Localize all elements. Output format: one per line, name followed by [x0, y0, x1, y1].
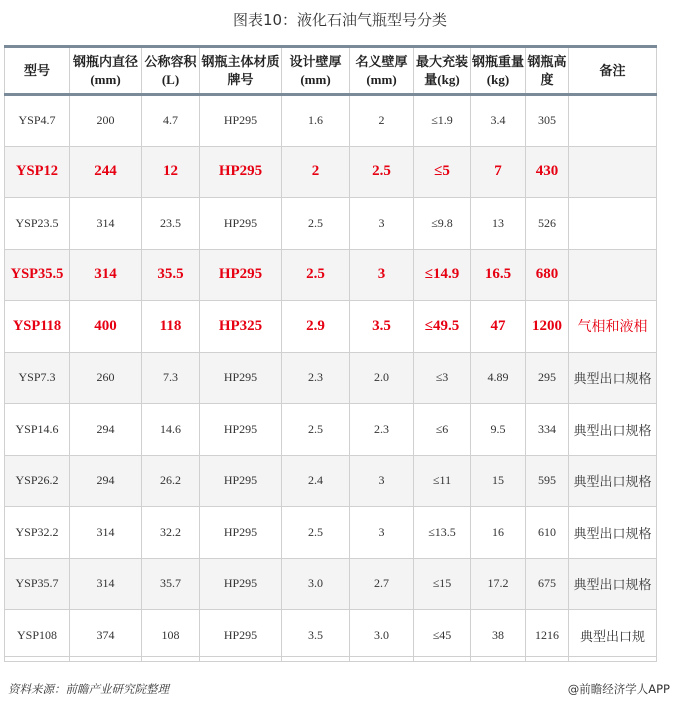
value-cell: 9.5 [471, 404, 526, 456]
value-cell: 47 [471, 301, 526, 353]
value-cell: 3.0 [350, 610, 414, 662]
note-cell: 典型出口规格 [569, 352, 657, 404]
gas-cylinder-table [4, 45, 657, 662]
value-cell: ≤15 [414, 558, 471, 610]
value-cell: HP295 [200, 558, 282, 610]
value-cell: 675 [526, 558, 569, 610]
value-cell: 35.7 [142, 558, 200, 610]
value-cell: 400 [70, 301, 142, 353]
value-cell: 3 [350, 249, 414, 301]
value-cell: ≤3 [414, 352, 471, 404]
value-cell: 295 [526, 352, 569, 404]
value-cell: HP295 [200, 610, 282, 662]
value-cell: 1.6 [282, 95, 350, 147]
value-cell: 26.2 [142, 455, 200, 507]
value-cell: ≤49.5 [414, 301, 471, 353]
value-cell: 12 [142, 146, 200, 198]
value-cell: 3.5 [282, 610, 350, 662]
page-title: 图表10：液化石油气瓶型号分类 [232, 11, 448, 29]
note-cell [569, 95, 657, 147]
note-cell [569, 146, 657, 198]
value-cell: 680 [526, 249, 569, 301]
table-header-row [5, 47, 657, 95]
value-cell: 2.5 [282, 198, 350, 250]
model-cell: YSP4.7 [5, 95, 70, 147]
column-header: 钢瓶内直径(mm) [70, 47, 142, 95]
column-header: 备注 [569, 47, 657, 95]
model-cell: YSP35.7 [5, 558, 70, 610]
table-row [5, 249, 657, 301]
table-row [5, 455, 657, 507]
value-cell: 334 [526, 404, 569, 456]
model-cell: YSP23.5 [5, 198, 70, 250]
value-cell: 2.9 [282, 301, 350, 353]
value-cell: 314 [70, 198, 142, 250]
value-cell: 4.89 [471, 352, 526, 404]
model-cell: YSP118 [5, 301, 70, 353]
value-cell: ≤14.9 [414, 249, 471, 301]
value-cell: 3.0 [282, 558, 350, 610]
table-row [5, 301, 657, 353]
column-header: 型号 [5, 47, 70, 95]
value-cell: 2.5 [282, 249, 350, 301]
value-cell: ≤5 [414, 146, 471, 198]
value-cell: 2.3 [350, 404, 414, 456]
model-cell: YSP7.3 [5, 352, 70, 404]
model-cell: YSP32.2 [5, 507, 70, 559]
value-cell: 294 [70, 404, 142, 456]
value-cell: 305 [526, 95, 569, 147]
value-cell: 260 [70, 352, 142, 404]
value-cell: 430 [526, 146, 569, 198]
table-row [5, 198, 657, 250]
note-cell [569, 249, 657, 301]
column-header: 名义壁厚(mm) [350, 47, 414, 95]
table-row [5, 610, 657, 662]
value-cell: 3 [350, 455, 414, 507]
value-cell: 15 [471, 455, 526, 507]
table-row [5, 95, 657, 147]
value-cell: 3.4 [471, 95, 526, 147]
column-header: 钢瓶主体材质牌号 [200, 47, 282, 95]
value-cell: 2.7 [350, 558, 414, 610]
value-cell: HP295 [200, 352, 282, 404]
table-bottom-rule [4, 656, 656, 657]
value-cell: HP325 [200, 301, 282, 353]
table-row [5, 507, 657, 559]
note-cell: 典型出口规格 [569, 455, 657, 507]
value-cell: HP295 [200, 146, 282, 198]
model-cell: YSP108 [5, 610, 70, 662]
value-cell: ≤9.8 [414, 198, 471, 250]
value-cell: 1216 [526, 610, 569, 662]
value-cell: 118 [142, 301, 200, 353]
value-cell: 2.4 [282, 455, 350, 507]
value-cell: 108 [142, 610, 200, 662]
column-header: 设计壁厚(mm) [282, 47, 350, 95]
column-header: 钢瓶高度 [526, 47, 569, 95]
value-cell: 3 [350, 507, 414, 559]
value-cell: 374 [70, 610, 142, 662]
column-header: 钢瓶重量(kg) [471, 47, 526, 95]
value-cell: 3 [350, 198, 414, 250]
note-cell [569, 198, 657, 250]
table-row [5, 558, 657, 610]
value-cell: 35.5 [142, 249, 200, 301]
value-cell: HP295 [200, 455, 282, 507]
note-cell: 典型出口规格 [569, 507, 657, 559]
value-cell: HP295 [200, 249, 282, 301]
table-body [5, 95, 657, 662]
value-cell: 4.7 [142, 95, 200, 147]
column-header: 公称容积(L) [142, 47, 200, 95]
value-cell: 244 [70, 146, 142, 198]
model-cell: YSP12 [5, 146, 70, 198]
column-header: 最大充装量(kg) [414, 47, 471, 95]
value-cell: 14.6 [142, 404, 200, 456]
value-cell: ≤11 [414, 455, 471, 507]
value-cell: 314 [70, 558, 142, 610]
value-cell: 2.5 [282, 507, 350, 559]
value-cell: 1200 [526, 301, 569, 353]
value-cell: ≤1.9 [414, 95, 471, 147]
value-cell: 2 [350, 95, 414, 147]
value-cell: ≤45 [414, 610, 471, 662]
value-cell: HP295 [200, 95, 282, 147]
model-cell: YSP14.6 [5, 404, 70, 456]
value-cell: 16.5 [471, 249, 526, 301]
value-cell: ≤13.5 [414, 507, 471, 559]
value-cell: 2 [282, 146, 350, 198]
value-cell: 7.3 [142, 352, 200, 404]
note-cell: 典型出口规格 [569, 404, 657, 456]
value-cell: 294 [70, 455, 142, 507]
value-cell: 2.5 [350, 146, 414, 198]
brand-label: @前瞻经济学人APP [567, 682, 670, 696]
value-cell: 314 [70, 507, 142, 559]
value-cell: 3.5 [350, 301, 414, 353]
value-cell: 16 [471, 507, 526, 559]
value-cell: 2.0 [350, 352, 414, 404]
source-note: 资料来源：前瞻产业研究院整理 [8, 682, 169, 696]
value-cell: 17.2 [471, 558, 526, 610]
note-cell: 典型出口规格 [569, 558, 657, 610]
model-cell: YSP26.2 [5, 455, 70, 507]
value-cell: ≤6 [414, 404, 471, 456]
value-cell: 610 [526, 507, 569, 559]
value-cell: 2.3 [282, 352, 350, 404]
value-cell: HP295 [200, 404, 282, 456]
value-cell: 526 [526, 198, 569, 250]
table-row [5, 146, 657, 198]
value-cell: 38 [471, 610, 526, 662]
table-row [5, 404, 657, 456]
value-cell: HP295 [200, 198, 282, 250]
value-cell: 200 [70, 95, 142, 147]
value-cell: 595 [526, 455, 569, 507]
value-cell: 13 [471, 198, 526, 250]
value-cell: 23.5 [142, 198, 200, 250]
note-cell: 典型出口规 [569, 610, 657, 662]
value-cell: 32.2 [142, 507, 200, 559]
value-cell: HP295 [200, 507, 282, 559]
value-cell: 7 [471, 146, 526, 198]
model-cell: YSP35.5 [5, 249, 70, 301]
value-cell: 314 [70, 249, 142, 301]
table-row [5, 352, 657, 404]
note-cell: 气相和液相 [569, 301, 657, 353]
value-cell: 2.5 [282, 404, 350, 456]
